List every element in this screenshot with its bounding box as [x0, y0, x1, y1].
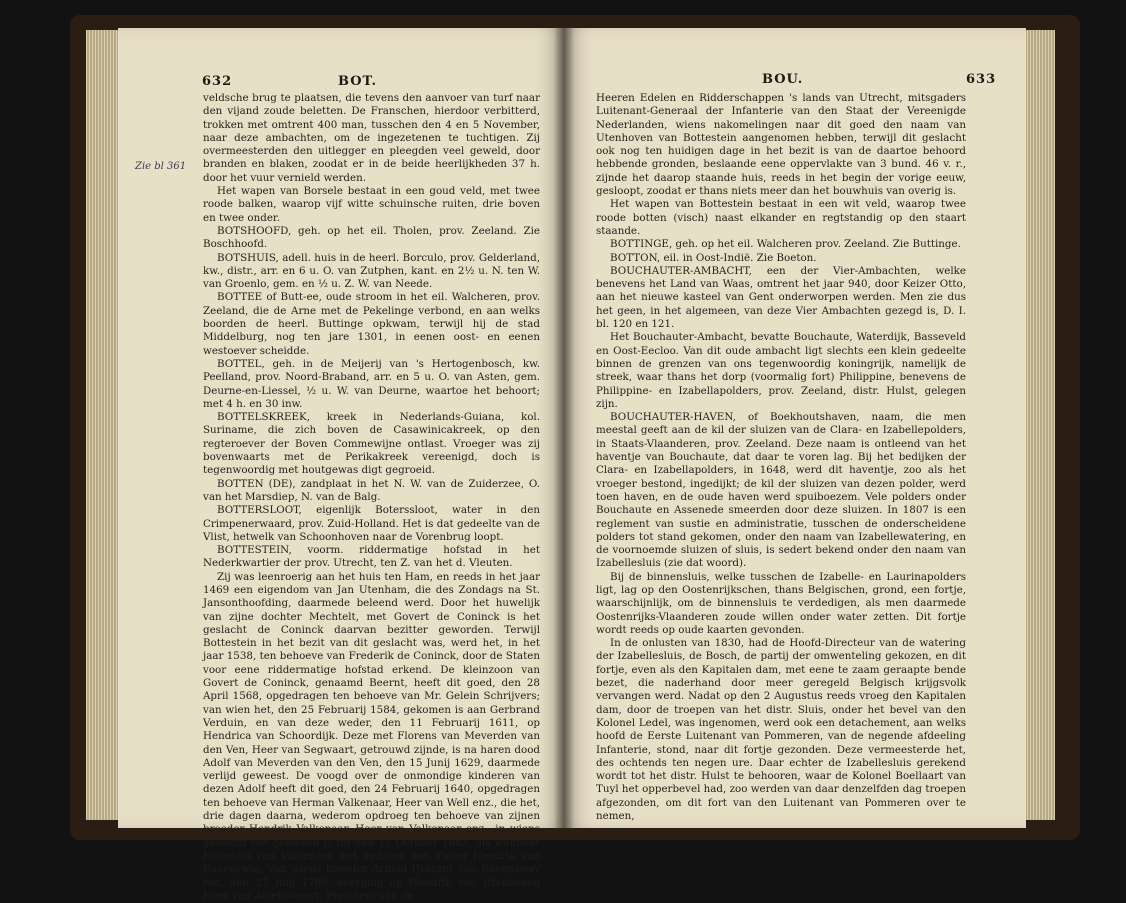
- text-paragraph: BOTTELSKREEK, kreek in Nederlands-Guiana, kol. Suriname, die zich boven de Casawinicakreek, op den regteroever der Boven Commewijne ontlast. Vroeger was zij bovenwaarts met de Perikakreek vereenigd, doch is tegenwoordig met houtgewas digt gegroeid.: [203, 411, 540, 477]
- text-paragraph: Het wapen van Borsele bestaat in een goud veld, met twee roode balken, waarop vijf witte schuinsche ruiten, drie boven en twee onder.: [203, 185, 540, 224]
- handwritten-margin-note: Zie bl 361: [135, 161, 187, 172]
- page-edges-right: [1025, 30, 1055, 820]
- right-running-head: BOU.: [762, 72, 804, 87]
- left-running-head: BOT.: [338, 74, 378, 89]
- text-paragraph: BOTTINGE, geh. op het eil. Walcheren prov. Zeeland. Zie Buttinge.: [610, 238, 961, 251]
- text-paragraph: In de onlusten van 1830, had de Hoofd-Directeur van de watering der Izabellesluis, de Bosch, de partij der omwenteling gekozen, en dit fortje, even als den Kapitalen dam, met eene te zaam geraapte bende bezet, die naderhand door meer geregeld Belgisch krijgsvolk vervangen werd. Nadat op den 2 Augustus reeds vroeg den Kapitalen dam, door de troepen van het distr. Sluis, onder het bevel van den Kolonel Ledel, was ingenomen, werd ook een detachement, aan welks hoofd de Eerste Luitenant van Pommeren, van de negende afdeeling Infanterie, stond, naar dit fortje gezonden. Deze vermeesterde het, des ochtends ten negen ure. Daar echter de Izabellesluis gerekend wordt tot het distr. Hulst te behooren, waar de Kolonel Boellaart van Tuyl het opperbevel had, zoo werden van daar denzelfden dag troepen afgezonden, om dit fort van den Luitenant van Pommeren over te nemen,: [596, 637, 966, 823]
- text-paragraph: BOTSHUIS, adell. huis in de heerl. Borculo, prov. Gelderland, kw., distr., arr. en 6 u. O. van Zutphen, kant. en 2½ u. N. ten W. van Groenlo, gem. en ½ u. Z. W. van Neede.: [203, 251, 540, 291]
- text-paragraph: BOUCHAUTER-HAVEN, of Boekhoutshaven, naam, die men meestal geeft aan de kil der sluizen van de Clara- en Izabellepolders, in Staats-Vlaanderen, prov. Zeeland. Deze naam is ontleend van het haventje van Bouchaute, dat daar te voren lag. Bij het bedijken der Clara- en Izabellapolders, in 1648, werd dit haventje, zoo als het vroeger bestond, ingedijkt; de kil der sluizen van dezen polder, werd toen haven, en de oude haven werd spuiboezem. Vele polders onder Bouchaute en Assenede smeerden door deze sluizen. In 1807 is een reglement van sustie en administratie, tusschen de onderscheidene polders tot stand gekomen, onder den naam van Izabellewatering, en de voornoemde sluizen of sluis, is sedert bekend onder den naam van Izabellesluis (zie dat woord).: [596, 411, 966, 570]
- text-paragraph: BOTTON, eil. in Oost-Indië. Zie Boeton.: [610, 251, 817, 264]
- page-edges-left: [86, 30, 120, 820]
- text-paragraph: BOTTEL, geh. in de Meijerij van 's Hertogenbosch, kw. Peelland, prov. Noord-Braband, arr. en 5 u. O. van Asten, gem. Deurne-en-Liessel, ½ u. W. van Deurne, waartoe het behoort; met 4 h. en 30 inw.: [203, 357, 540, 410]
- text-paragraph: veldsche brug te plaatsen, die tevens den aanvoer van turf naar den vijand zoude beletten. De Franschen, hierdoor verbitterd, trokken met omtrent 400 man, tusschen den 4 en 5 November, naar deze ambachten, om de ingezetenen te tuchtigen. Zij overmeesterden den uitlegger en pleegden veel geweld, door branden en blaken, zoodat er in de beide heerlijkheden 37 h. door het vuur vernield werden.: [203, 92, 540, 184]
- book-spine: [554, 28, 574, 828]
- right-page-number: 633: [966, 72, 997, 87]
- right-text-column: [596, 92, 966, 832]
- text-paragraph: BOTSHOOFD, geh. op het eil. Tholen, prov. Zeeland. Zie Boschhoofd.: [203, 224, 540, 251]
- text-paragraph: BOUCHAUTER-AMBACHT, een der Vier-Ambachten, welke benevens het Land van Waas, omtrent het jaar 940, door Keizer Otto, aan het nieuwe kasteel van Gent onderworpen werden. Men zie dus het geen, in het algemeen, van deze Vier Ambachten gezegd is, D. I. bl. 120 en 121.: [596, 264, 966, 331]
- text-paragraph: BOTTERSLOOT, eigenlijk Boterssloot, water in den Crimpenerwaard, prov. Zuid-Holland. Het is dat gedeelte van de Vlist, hetwelk van Schoonhoven naar de Vorenbrug loopt.: [203, 504, 540, 543]
- text-paragraph: BOTTEN (DE), zandplaat in het N. W. van de Zuiderzee, O. van het Marsdiep, N. van de Balg.: [203, 477, 540, 503]
- text-paragraph: Heeren Edelen en Ridderschappen 's lands van Utrecht, mitsgaders Luitenant-Generaal der Infanterie van den Staat der Vereenigde Nederlanden, wiens nakomelingen naar dit goed den naam van Utenhoven van Bottestein aangenomen hebben, terwijl dit geslacht ook nog ten huidigen dage in het bezit is van de daartoe behoord hebbende gronden, beslaande eene oppervlakte van 3 bund. 46 v. r., zijnde het daarop staande huis, reeds in het begin der vorige eeuw, gesloopt, zoodat er thans niets meer dan het bouwhuis van overig is.: [596, 92, 966, 198]
- text-paragraph: Bij de binnensluis, welke tusschen de Izabelle- en Laurinapolders ligt, lag op den Oostenrijkschen, thans Belgischen, grond, een fortje, waarschijnlijk, om de binnensluis te verdedigen, als men daarmede Oostenrijks-Vlaanderen zoude willen onder water zetten. Dit fortje wordt reeds op oude kaarten gevonden.: [596, 570, 966, 636]
- text-paragraph: Zij was leenroerig aan het huis ten Ham, en reeds in het jaar 1469 een eigendom van Jan Utenham, die des Zondags na St. Jansonthoofding, daarmede beleend werd. Door het huwelijk van zijne dochter Mechtelt, met Govert de Coninck is het geslacht de Coninck daarvan bezitter geworden. Terwijl Bottestein in het bezit van dit geslacht was, werd het, in het jaar 1538, ten behoeve van Frederik de Coninck, door de Staten voor eene riddermatige hofstad erkend. De kleinzoon van Govert de Coninck, genaamd Beernt, heeft dit goed, den 28 April 1568, opgedragen ten behoeve van Mr. Gelein Schrijvers; van wien het, den 25 Februarij 1584, gekomen is aan Gerbrand Verduin, en van deze weder, den 11 Februarij 1611, op Hendrica van Schoordijk. Deze met Florens van Meverden van den Ven, Heer van Segwaart, getrouwd zijnde, is na haren dood Adolf van Meverden van den Ven, den 15 Junij 1629, daarmede verlijd geweest. De voogd over de onmondige kinderen van dezen Adolf heeft dit goed, den 24 Februarij 1640, opgedragen ten behoeve van Herman Valkenaar, Heer van Well enz., die het, drie dagen daarna, wederom opdroeg ten behoeve van zijnen broeder Hendrik Valkenaar, Heer van Valkenaar enz., in wiens geslacht het gebleven is tot den 17 October 1683, als wanneer Florentia van Valkenaar, het opdroeg aan Pieter Hendrik van Ravensway, van wiens broeder Arnold IJsbrant van Ravensway het, den 27 Julij 1709, overging op Hendrik van Utenhoven Heer van Amelisweert, President van de: [203, 570, 540, 902]
- text-paragraph: Het wapen van Bottestein bestaat in een wit veld, waarop twee roode botten (visch) naast elkander en regtstandig op den staart staande.: [596, 198, 966, 237]
- text-paragraph: BOTTESTEIN, voorm. riddermatige hofstad in het Nederkwartier der prov. Utrecht, ten Z. van het d. Vleuten.: [203, 544, 540, 570]
- text-paragraph: BOTTEE of Butt-ee, oude stroom in het eil. Walcheren, prov. Zeeland, die de Arne met de Pekelinge verbond, en aan welks boorden de heerl. Buttinge opkwam, terwijl hij de stad Middelburg, nog ten jare 1301, in eenen oost- en eenen westoever scheidde.: [203, 291, 540, 357]
- text-paragraph: Het Bouchauter-Ambacht, bevatte Bouchaute, Waterdijk, Basseveld en Oost-Eecloo. Van dit oude ambacht ligt slechts een klein gedeelte binnen de grenzen van ons tegenwoordig koningrijk, namelijk de streek, waar thans het dorp (voormalig fort) Philippine, benevens de Philippine- en Izabellapolders, prov. Zeeland, distr. Hulst, gelegen zijn.: [596, 331, 966, 410]
- left-text-column: [203, 92, 540, 902]
- left-page-number: 632: [202, 74, 233, 89]
